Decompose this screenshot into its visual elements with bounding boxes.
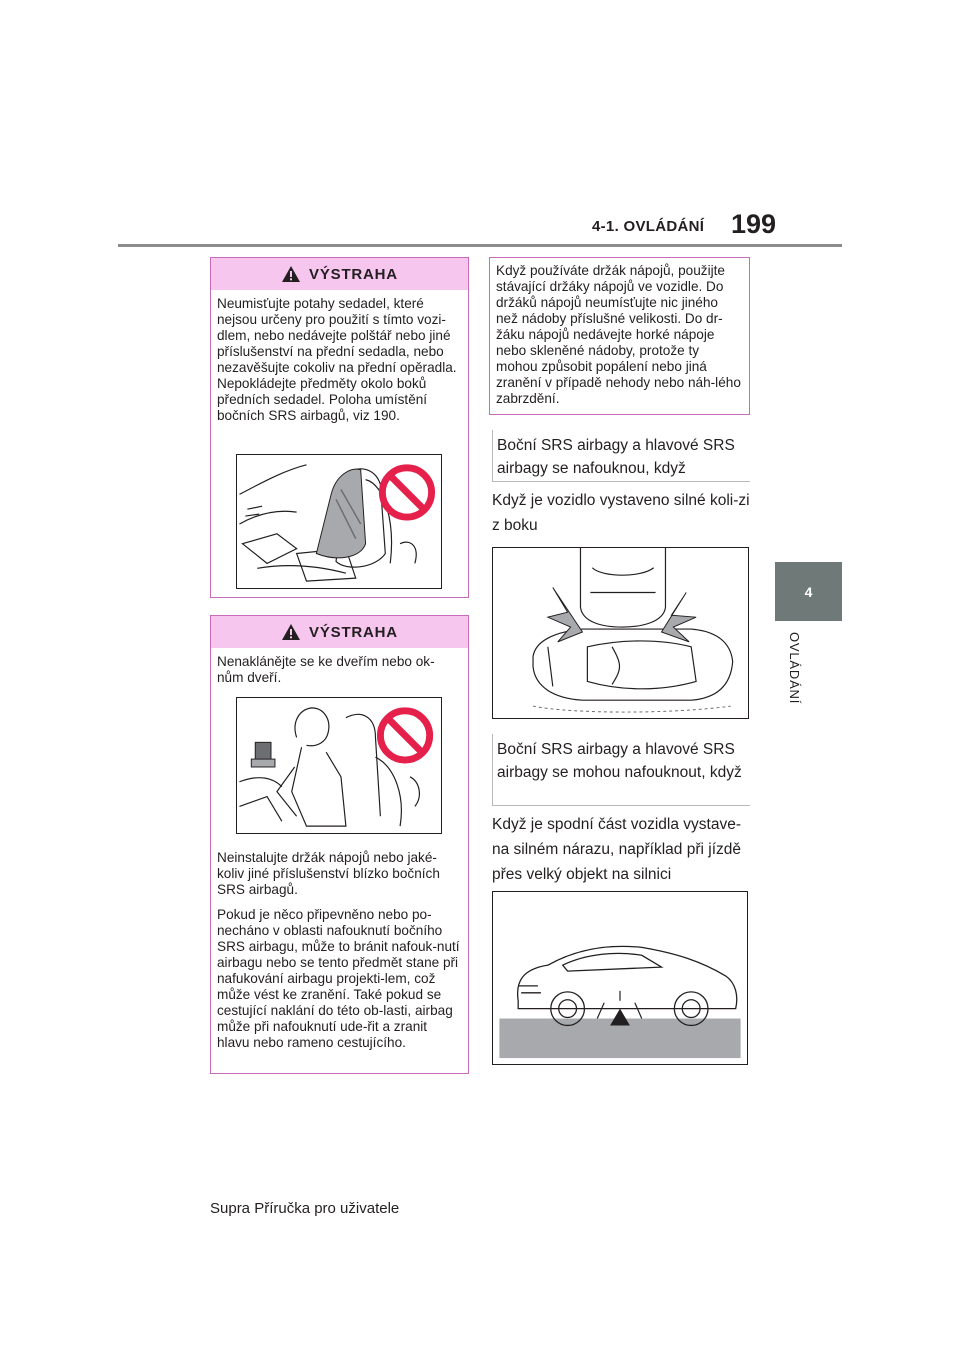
chapter-tab [775,562,842,621]
chapter-number: 4 [804,583,813,600]
warning-paragraph: Pokud je něco připevněno nebo po-necháno v oblasti nafouknutí bočního SRS airbagu, může to bránit nafouk-nutí airbagu nebo se tento předmět stane při nafukování airbagu projekti-lem, což může vést ke zranění. Také pokud se cestující naklání do této ob-lasti, airbag může při nafouknutí ude-řit a zranit hlavu nebo rameno cestujícího. [217,907,460,1050]
condition-heading-inflate: Boční SRS airbagy a hlavové SRS airbagy se nafouknou, když [492,430,750,482]
section-title: 4-1. OVLÁDÁNÍ [592,218,705,235]
page-number: 199 [731,209,777,239]
warning-body [211,648,468,686]
warning-paragraph: Nenaklánějte se ke dveřím nebo ok-nům dveří. [217,654,435,685]
side-collision-illustration [492,547,749,719]
note-text: Když používáte držák nápojů, použijte stávající držáky nápojů ve vozidle. Do držáků nápojů neumísťujte nic jiného než nádoby příslušné velikosti. Do dr-žáku nápojů nedávejte horké nápoje nebo skleněné nádoby, protože ty mohou způsobit popálení nebo jiná zranění v případě nehody nebo náh-lého zabrzdění. [496,263,741,406]
condition-text-side-collision: Když je vozidlo vystaveno silné koli-zi z boku [492,492,750,534]
warning-body [211,290,468,424]
warning-triangle-icon [281,265,301,283]
condition-text-underbody-impact: Když je spodní část vozidla vystave-na silném nárazu, například při jízdě přes velký objekt na silnici [492,816,741,883]
chapter-label: OVLÁDÁNÍ [787,632,802,705]
warning-paragraph: Neumisťujte potahy sedadel, které nejsou určeny pro použití s tímto vozi-dlem, nebo nedávejte polštář nebo jiné příslušenství na přední sedadla, nebo nezavěšujte cokoliv na přední opěradla. Nepokládejte předměty okolo boků předních sedadel. Poloha umístění bočních SRS airbagů, viz 190. [217,296,457,423]
header-rule [118,244,842,247]
warning-paragraph: Neinstalujte držák nápojů nebo jaké-koliv jiné příslušenství blízko bočních SRS airbagů. [217,850,440,897]
leaning-passenger-illustration [236,697,442,834]
seat-cover-illustration [236,454,442,589]
condition-heading-may-inflate: Boční SRS airbagy a hlavové SRS airbagy se mohou nafouknout, když [492,734,750,806]
warning-header [211,616,468,648]
warning-heading: VÝSTRAHA [309,265,398,283]
footer-manual-title: Supra Příručka pro uživatele [210,1200,400,1217]
warning-body-continued [211,844,470,1060]
warning-header [211,258,468,290]
warning-heading: VÝSTRAHA [309,623,398,641]
underbody-impact-illustration [492,891,748,1065]
note-box-cup-holder [489,257,750,415]
warning-triangle-icon [281,623,301,641]
warning-box-seat-covers [210,257,469,598]
warning-box-door-lean [210,615,469,1074]
